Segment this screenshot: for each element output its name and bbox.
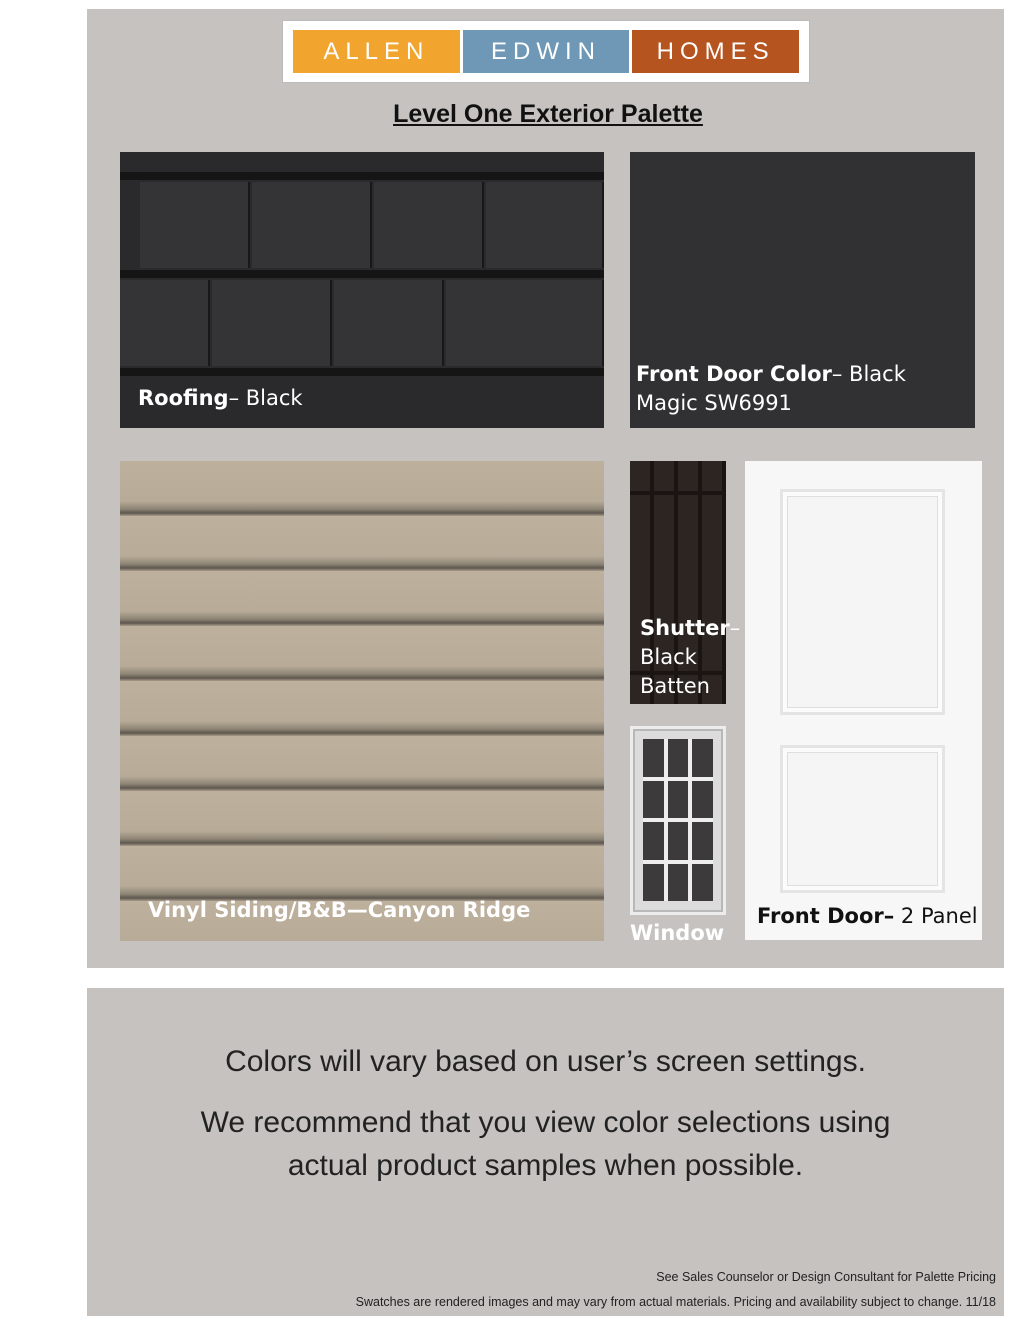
shutter-label: Shutter– Black Batten: [640, 616, 741, 698]
vinyl-siding-swatch: [120, 461, 604, 941]
logo-word-homes: HOMES: [632, 30, 799, 73]
front-door-swatch: [745, 461, 982, 940]
front-door-label: Front Door– 2 Panel: [757, 904, 978, 928]
disclaimer-note: Swatches are rendered images and may vary from actual materials. Pricing and availability subject to change. 11/18: [355, 1295, 996, 1309]
logo-word-edwin: EDWIN: [463, 30, 630, 73]
samples-recommendation: We recommend that you view color selections using actual product samples when possible.: [200, 1106, 891, 1182]
page-title: Level One Exterior Palette: [393, 100, 703, 128]
door-upper-panel: [780, 489, 945, 715]
window-swatch: [630, 726, 726, 915]
door-lower-panel: [780, 745, 945, 893]
allen-edwin-homes-logo: [282, 20, 810, 83]
front-door-color-label: Front Door Color– Black Magic SW6991: [636, 362, 906, 415]
logo-word-allen: ALLEN: [293, 30, 460, 73]
window-label: Window: [630, 921, 725, 945]
pricing-note: See Sales Counselor or Design Consultant for Palette Pricing: [656, 1270, 996, 1284]
screen-settings-notice: Colors will vary based on user’s screen settings.: [225, 1045, 866, 1078]
vinyl-siding-label: Vinyl Siding/B&B—Canyon Ridge: [148, 898, 531, 922]
roofing-label: Roofing– Black: [138, 386, 303, 410]
